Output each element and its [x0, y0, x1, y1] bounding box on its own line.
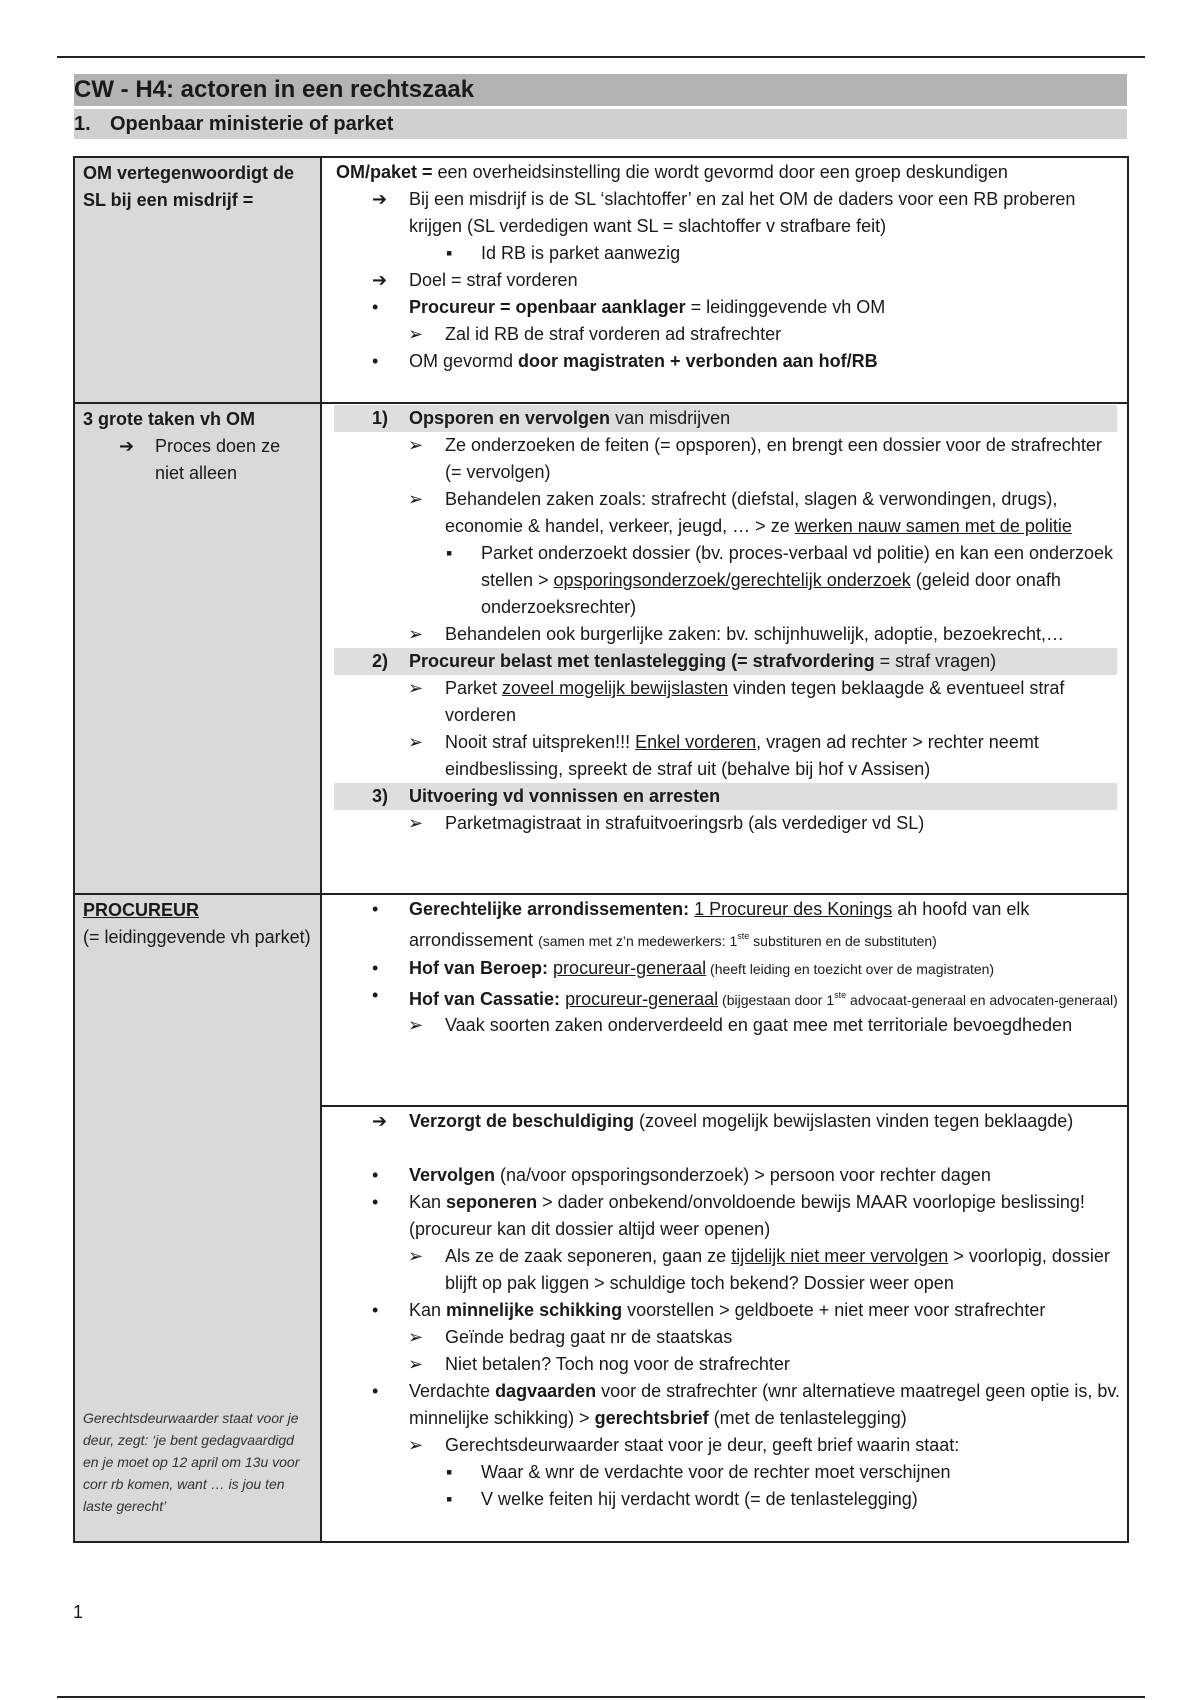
table-row: 3 grote taken vh OM ➔ Proces doen ze niet alleen 1) Opsporen en vervolgen van misdrijven ➢ Ze onderzoeken de feiten (= opsporen), en brengt een dossier voor de strafrechter (= vervolgen) ➢ Behandelen zaken zoals: strafrecht (diefstal, slagen & verwondingen, drugs), economie & handel, verkeer, jeugd, … > ze werken nauw samen met de politie ▪ Parket onderzoekt dossier (bv. proces-verbaal vd politie) en kan een onderzoek stellen > opsporingsonderzoek/gerechtelijk onderzoek (geleid door onafh onderzoeksrechter) ➢ Behandelen ook burgerlijke zaken: bv. schijnhuwelijk, adoptie, bezoekrecht,… 2) Procureur belast met tenlastelegging (= strafvordering = straf vragen) ➢ Parket zoveel mogelijk bewijslasten vinden tegen beklaagde & eventueel straf vorderen ➢ Nooit straf uitspreken!!! Enkel vorderen, vragen ad rechter > rechter neemt eindbeslissing, spreekt de straf uit (behalve bij hof v Assisen) 3) Uitvoering vd vonnissen en arresten ➢ Parketmagistraat in strafuitvoeringsrb (als verdediger vd SL): [74, 403, 1128, 894]
arrow-icon: ➔: [372, 270, 388, 290]
top-rule: [57, 56, 1145, 58]
bullet-icon: •: [372, 1381, 379, 1401]
content-table: [73, 156, 1129, 1543]
arrowhead-bullet-icon: ➢: [408, 624, 424, 644]
arrowhead-bullet-icon: ➢: [408, 1015, 424, 1035]
table-row: PROCUREUR (= leidinggevende vh parket) Gerechtsdeurwaarder staat voor je deur, zegt: ‘je bent gedagvaardigd en je moet op 12 april om 13u voor corr rb komen, want … is jou ten laste gerecht’ • Gerechtelijke arrondissementen: 1 Procureur des Konings ah hoofd van elk arrondissement (samen met z’n medewerkers: 1ste substituren en de substituten) • Hof van Beroep: procureur-generaal (heeft leiding en toezicht over de magistraten) • Hof van Cassatie: procureur-generaal (bijgestaan door 1ste advocaat-generaal en advocaten-generaal) ➢ Vaak soorten zaken onderverdeeld en gaat mee met territoriale bevoegdheden: [74, 894, 1128, 1106]
table-row: OM vertegenwoordigt de SL bij een misdrijf = OM/paket = een overheidsinstelling die wordt gevormd door een groep deskundigen ➔ Bij een misdrijf is de SL ‘slachtoffer’ en zal het OM de daders voor een RB proberen krijgen (SL verdedigen want SL = slachtoffer v strafbare feit) ▪ Id RB is parket aanwezig ➔ Doel = straf vorderen • Procureur = openbaar aanklager = leidinggevende vh OM ➢ Zal id RB de straf vorderen ad strafrechter • OM gevormd door magistraten + verbonden aan hof/RB: [74, 157, 1128, 403]
square-bullet-icon: ▪: [446, 1462, 453, 1482]
arrowhead-bullet-icon: ➢: [408, 489, 424, 509]
bullet-icon: •: [372, 1192, 379, 1212]
document-title: CW - H4: actoren in een rechtszaak: [74, 74, 1127, 106]
square-bullet-icon: ▪: [446, 1489, 453, 1509]
bullet-icon: •: [372, 1165, 379, 1185]
arrowhead-bullet-icon: ➢: [408, 1327, 424, 1347]
bullet-icon: •: [372, 1300, 379, 1320]
arrowhead-bullet-icon: ➢: [408, 732, 424, 752]
row-label: PROCUREUR (= leidinggevende vh parket) Gerechtsdeurwaarder staat voor je deur, zegt: ‘je bent gedagvaardigd en je moet op 12 april om 13u voor corr rb komen, want … is jou ten laste gerecht’: [74, 894, 321, 1542]
side-note: Gerechtsdeurwaarder staat voor je deur, zegt: ‘je bent gedagvaardigd en je moet op 12 april om 13u voor corr rb komen, want … is jou ten laste gerecht’: [83, 1410, 300, 1514]
row-label: OM vertegenwoordigt de SL bij een misdrijf =: [74, 157, 321, 403]
arrow-icon: ➔: [119, 436, 135, 456]
bullet-icon: •: [372, 985, 379, 1005]
table-row: ➔ Verzorgt de beschuldiging (zoveel mogelijk bewijslasten vinden tegen beklaagde) • Vervolgen (na/voor opsporingsonderzoek) > persoon voor rechter dagen • Kan seponeren > dader onbekend/onvoldoende bewijs MAAR voorlopige beslissing! (procureur kan dit dossier altijd weer openen) ➢ Als ze de zaak seponeren, gaan ze tijdelijk niet meer vervolgen > voorlopig, dossier blijft op pak liggen > schuldige toch bekend? Dossier weer open • Kan minnelijke schikking voorstellen > geldboete + niet meer voor strafrechter ➢ Geïnde bedrag gaat nr de staatskas ➢ Niet betalen? Toch nog voor de strafrechter • Verdachte dagvaarden voor de strafrechter (wnr alternatieve maatregel geen optie is, bv. minnelijke schikking) > gerechtsbrief (met de tenlastelegging) ➢ Gerechtsdeurwaarder staat voor je deur, geeft brief waarin staat: ▪ Waar & wnr de verdachte voor de rechter moet verschijnen ▪ V welke feiten hij verdacht wordt (= de tenlastelegging): [74, 1106, 1128, 1542]
arrowhead-bullet-icon: ➢: [408, 813, 424, 833]
arrowhead-bullet-icon: ➢: [408, 1354, 424, 1374]
arrowhead-bullet-icon: ➢: [408, 1246, 424, 1266]
arrowhead-bullet-icon: ➢: [408, 324, 424, 344]
arrow-icon: ➔: [372, 1111, 388, 1131]
bottom-rule: [57, 1696, 1145, 1698]
section-heading: 1. Openbaar ministerie of parket: [74, 109, 1127, 139]
bullet-icon: •: [372, 351, 379, 371]
row-label: 3 grote taken vh OM ➔ Proces doen ze niet alleen: [74, 403, 321, 894]
arrowhead-bullet-icon: ➢: [408, 435, 424, 455]
bullet-icon: •: [372, 899, 379, 919]
square-bullet-icon: ▪: [446, 243, 453, 263]
arrowhead-bullet-icon: ➢: [408, 678, 424, 698]
arrowhead-bullet-icon: ➢: [408, 1435, 424, 1455]
arrow-icon: ➔: [372, 189, 388, 209]
bullet-icon: •: [372, 958, 379, 978]
square-bullet-icon: ▪: [446, 543, 453, 563]
bullet-icon: •: [372, 297, 379, 317]
page-number: 1: [73, 1602, 84, 1622]
